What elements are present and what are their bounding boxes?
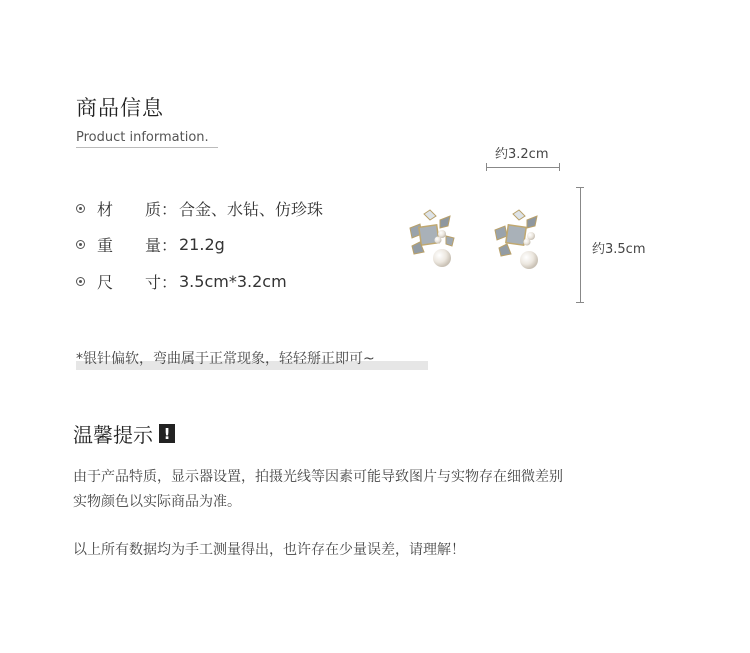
height-dimension-tick — [576, 302, 584, 303]
spec-value: 21.2g — [179, 234, 225, 254]
spec-value: 合金、水钻、仿珍珠 — [179, 199, 324, 219]
spec-row-weight — [76, 233, 225, 255]
height-dimension-tick — [576, 187, 584, 188]
height-dimension-label: 约3.5cm — [592, 242, 646, 257]
width-dimension-label: 约3.2cm — [495, 147, 549, 162]
width-dimension-tick — [486, 163, 487, 171]
tips-title-text: 温馨提示 — [73, 423, 153, 447]
tips-paragraph-line: 实物颜色以实际商品为准。 — [73, 494, 241, 510]
spec-label: 尺 寸： — [97, 272, 178, 292]
tips-title — [73, 419, 175, 448]
earring-image-right — [489, 208, 555, 274]
bullet-icon — [76, 277, 85, 286]
section-subtitle: Product information. — [76, 130, 218, 148]
bullet-icon — [76, 240, 85, 249]
spec-row-size — [76, 270, 287, 292]
height-dimension-line — [580, 187, 581, 303]
width-dimension-line — [486, 167, 560, 168]
spec-label: 材 质： — [97, 199, 178, 219]
earring-image-left — [402, 208, 468, 274]
spec-label: 重 量： — [97, 235, 178, 255]
tips-paragraph-disclaimer: 以上所有数据均为手工测量得出，也许存在少量误差，请理解！ — [73, 542, 465, 558]
bullet-icon — [76, 204, 85, 213]
width-dimension-tick — [559, 163, 560, 171]
section-title: 商品信息 — [76, 96, 164, 120]
care-note: *银针偏软，弯曲属于正常现象，轻轻掰正即可~ — [76, 351, 375, 367]
spec-row-material — [76, 197, 323, 219]
tips-paragraph-line: 由于产品特质，显示器设置，拍摄光线等因素可能导致图片与实物存在细微差别 — [73, 469, 563, 485]
warning-icon: ! — [159, 424, 175, 443]
spec-value: 3.5cm*3.2cm — [179, 271, 287, 291]
